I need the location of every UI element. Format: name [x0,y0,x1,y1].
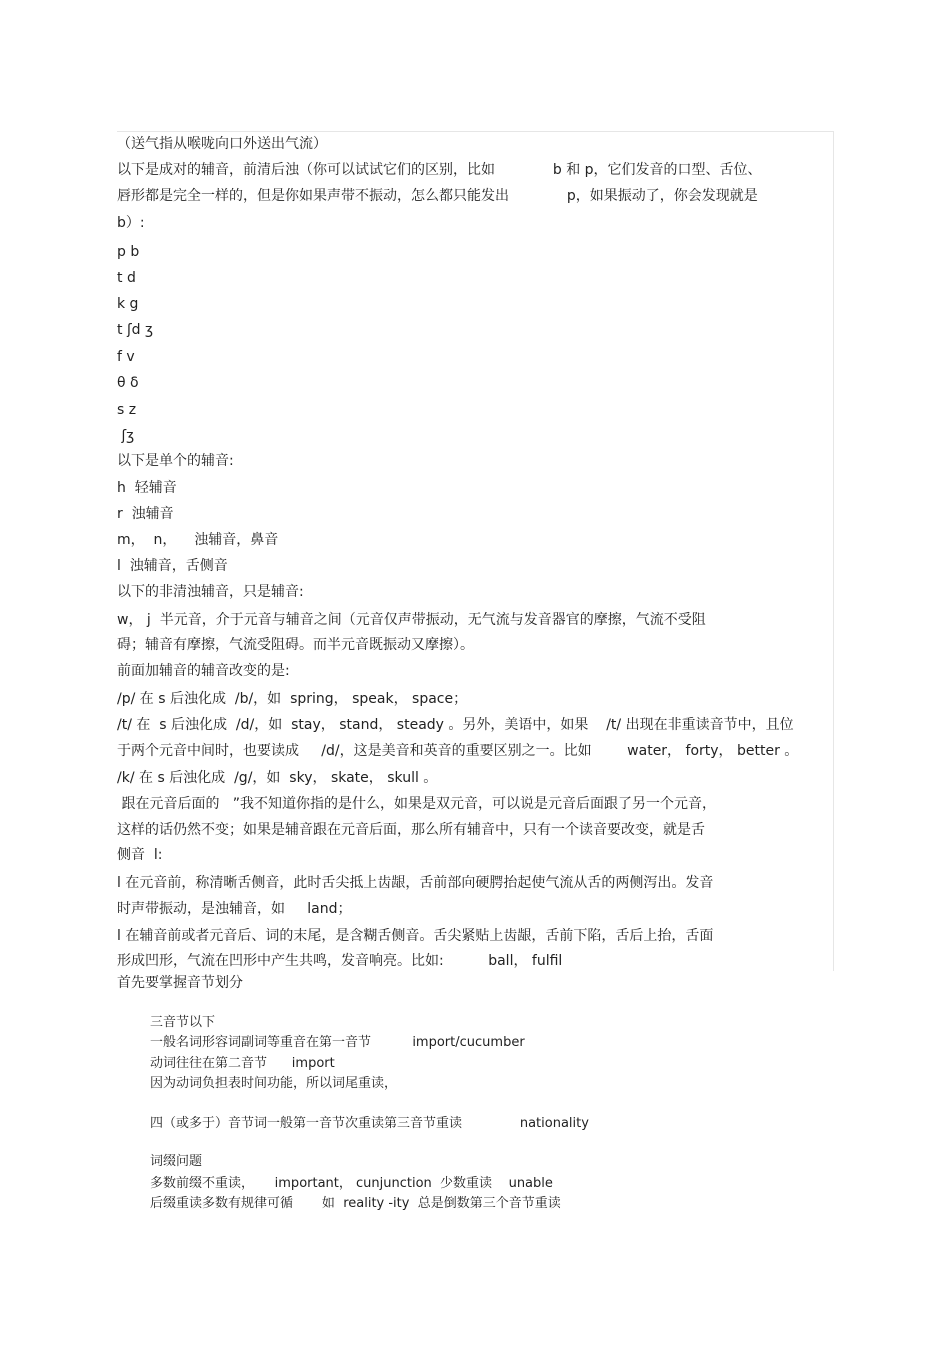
text-line: 以下是成对的辅音，前清后浊（你可以试试它们的区别，比如 b 和 p，它们发音的口型、舌位、 [117,162,762,178]
text-line: 以下的非清浊辅音，只是辅音: [117,584,304,600]
frame-top-line [117,131,833,132]
note-line: 动词往往在第二音节 import [150,1056,335,1071]
note-line: 词缀问题 [150,1154,203,1169]
text-line: 形成凹形，气流在凹形中产生共鸣，发音响亮。比如: ball， fulfil [117,953,563,969]
text-line: 侧音 l: [117,847,163,863]
note-line: 四（或多于）音节词一般第一音节次重读第三音节重读 nationality [150,1116,589,1131]
text-line: m， n， 浊辅音，鼻音 [117,532,279,548]
text-line: 时声带振动，是浊辅音，如 land； [117,901,352,917]
text-line: w， j 半元音，介于元音与辅音之间（元音仅声带振动，无气流与发音器官的摩擦，气流不受阻 [117,612,706,628]
text-line: p b [117,244,140,260]
text-line: 于两个元音中间时，也要读成 /d/，这是美音和英音的重要区别之一。比如 water， forty， better 。 [117,743,799,759]
text-line: 前面加辅音的辅音改变的是: [117,663,290,679]
frame-right-line [833,131,834,971]
text-line: t ʃd ʒ [117,322,154,338]
text-line: θ δ [117,375,139,391]
text-line: ʃʒ [117,428,135,444]
text-line: r 浊辅音 [117,506,174,522]
text-line: s z [117,402,137,418]
text-line: 唇形都是完全一样的，但是你如果声带不振动，怎么都只能发出 p，如果振动了，你会发现就是 [117,188,758,204]
text-line: l 浊辅音，舌侧音 [117,558,228,574]
text-line: /p/ 在 s 后浊化成 /b/，如 spring， speak， space； [117,691,468,707]
text-line: （送气指从喉咙向口外送出气流） [117,136,327,152]
text-line: l 在元音前，称清晰舌侧音，此时舌尖抵上齿龈，舌前部向硬腭抬起使气流从舌的两侧泻出。发音 [117,875,714,891]
text-line: /t/ 在 s 后浊化成 /d/，如 stay， stand， steady 。另外，美语中，如果 /t/ 出现在非重读音节中，且位 [117,717,794,733]
text-line: f v [117,349,135,365]
note-line: 因为动词负担表时间功能，所以词尾重读， [150,1076,398,1091]
note-line: 多数前缀不重读， important， cunjunction 少数重读 unable [150,1176,553,1191]
text-line: 首先要掌握音节划分 [117,975,243,991]
text-line: l 在辅音前或者元音后、词的末尾，是含糊舌侧音。舌尖紧贴上齿龈，舌前下陷，舌后上抬，舌面 [117,928,714,944]
note-line: 三音节以下 [150,1015,216,1030]
text-line: t d [117,270,136,286]
text-line: h 轻辅音 [117,480,177,496]
note-line: 后缀重读多数有规律可循 如 reality -ity 总是倒数第三个音节重读 [150,1196,561,1211]
text-line: k g [117,296,139,312]
text-line: 跟在元音后面的 ”我不知道你指的是什么，如果是双元音，可以说是元音后面跟了另一个元音， [117,796,717,812]
text-line: 碍；辅音有摩擦，气流受阻碍。而半元音既振动又摩擦）。 [117,637,474,653]
text-line: 以下是单个的辅音: [117,453,234,469]
text-line: 这样的话仍然不变；如果是辅音跟在元音后面，那么所有辅音中，只有一个读音要改变，就是舌 [117,822,705,838]
text-line: b）: [117,215,145,231]
text-line: /k/ 在 s 后浊化成 /g/，如 sky， skate， skull 。 [117,770,438,786]
note-line: 一般名词形容词副词等重音在第一音节 import/cucumber [150,1035,525,1050]
